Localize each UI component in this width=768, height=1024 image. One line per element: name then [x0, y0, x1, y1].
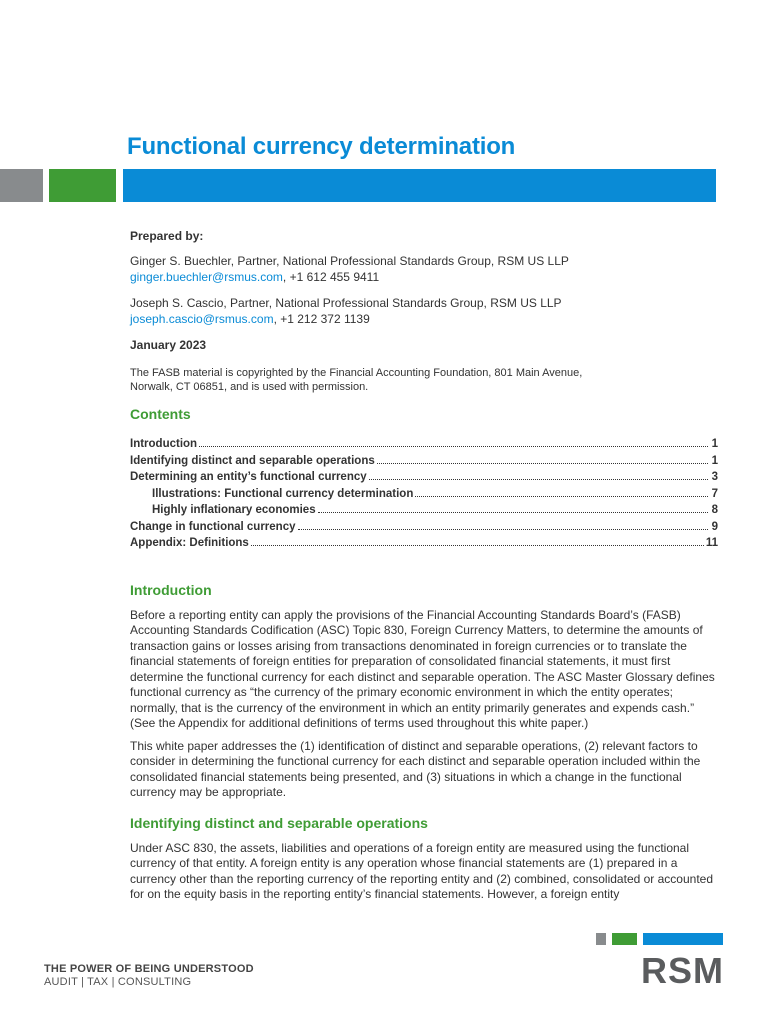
footer-tagline-line-1: THE POWER OF BEING UNDERSTOOD — [44, 963, 254, 975]
publication-date: January 2023 — [130, 338, 207, 352]
document-body — [130, 228, 718, 910]
author-2 — [130, 295, 718, 327]
author-1 — [130, 253, 718, 285]
author-1-phone: , +1 612 455 9411 — [282, 270, 380, 284]
introduction-heading: Introduction — [130, 581, 212, 598]
toc-label: Determining an entity’s functional currency — [130, 471, 367, 483]
table-of-contents — [130, 436, 718, 552]
toc-entry-highly-inflationary[interactable] — [130, 502, 718, 519]
toc-page-number: 1 — [711, 454, 718, 467]
toc-entry-appendix[interactable] — [130, 535, 718, 552]
toc-entry-introduction[interactable] — [130, 436, 718, 453]
toc-entry-identifying[interactable] — [130, 453, 718, 470]
toc-label: Appendix: Definitions — [130, 537, 249, 549]
toc-entry-illustrations[interactable] — [130, 486, 718, 503]
header-band-green — [49, 169, 116, 202]
toc-leader-dots — [298, 529, 709, 530]
toc-page-number: 7 — [711, 487, 718, 500]
introduction-paragraph-2: This white paper addresses the (1) identification of distinct and separable operations, (2) relevant factors to consider in determining the functional currency for each distinct and separable operation included within the consolidated financial statements being presented, and (3) situations in which a change in the functional currency may be appropriate. — [130, 738, 701, 799]
footer-accent-green — [612, 933, 637, 945]
toc-leader-dots — [251, 545, 704, 546]
copyright-notice: The FASB material is copyrighted by the Financial Accounting Foundation, 801 Main Avenue, Norwalk, CT 06851, and is used with permission. — [130, 367, 583, 393]
document-title: Functional currency determination — [127, 133, 516, 160]
header-band-gray — [0, 169, 43, 202]
toc-label: Change in functional currency — [130, 520, 296, 533]
toc-page-number: 8 — [711, 504, 718, 516]
toc-page-number: 9 — [711, 520, 718, 533]
toc-label: Highly inflationary economies — [152, 504, 316, 516]
author-2-email-link[interactable]: joseph.cascio@rsmus.com — [130, 312, 274, 326]
contents-heading: Contents — [130, 406, 191, 422]
footer-accent-gray — [596, 933, 606, 945]
footer-tagline-line-2: AUDIT | TAX | CONSULTING — [44, 976, 192, 988]
toc-page-number: 3 — [711, 471, 718, 483]
identifying-paragraph-1: Under ASC 830, the assets, liabilities and operations of a foreign entity are measured using the functional currency of that entity. A foreign entity is any operation whose financial statements are (1) prepared in a currency other than the reporting currency of the reporting entity and (2) combined, consolidated or accounted for on the equity basis in the reporting entity’s financial statements. However, a foreign entity — [130, 840, 714, 901]
author-2-line: Joseph S. Cascio, Partner, National Professional Standards Group, RSM US LLP — [130, 296, 562, 310]
toc-entry-change[interactable] — [130, 519, 718, 536]
toc-label: Identifying distinct and separable operations — [130, 454, 375, 467]
toc-leader-dots — [415, 496, 708, 497]
toc-leader-dots — [318, 512, 708, 513]
toc-label: Introduction — [130, 438, 198, 450]
author-2-phone: , +1 212 372 1139 — [273, 312, 370, 326]
author-1-email-link[interactable]: ginger.buechler@rsmus.com — [130, 270, 283, 284]
introduction-paragraph-1: Before a reporting entity can apply the provisions of the Financial Accounting Standards Board’s (FASB) Accounting Standards Codification (ASC) Topic 830, Foreign Currency Matters, to determine the amounts of transaction gains or losses arising from transactions denominated in foreign currencies or to translate the financial statements of foreign entities for preparation of consolidated financial statements, it must first determine the functional currency for each distinct and separable operation. The ASC Master Glossary defines functional currency as “the currency of the primary economic environment in which the entity operates; normally, that is the currency of the environment in which an entity primarily generates and expends cash.” (See the Appendix for additional definitions of terms used throughout this white paper.) — [130, 607, 715, 730]
prepared-by-label: Prepared by: — [130, 229, 204, 243]
identifying-heading: Identifying distinct and separable operations — [130, 814, 428, 831]
toc-leader-dots — [377, 463, 708, 464]
toc-leader-dots — [369, 479, 708, 480]
footer-accent-blue — [643, 933, 723, 945]
toc-label: Illustrations: Functional currency determination — [152, 487, 414, 500]
author-1-line: Ginger S. Buechler, Partner, National Professional Standards Group, RSM US LLP — [130, 254, 569, 268]
toc-page-number: 11 — [705, 537, 718, 549]
toc-leader-dots — [199, 446, 708, 447]
footer-tagline — [44, 963, 254, 989]
toc-entry-determining[interactable] — [130, 469, 718, 486]
rsm-logo: RSM — [641, 950, 724, 991]
header-band-blue — [123, 169, 716, 202]
toc-page-number: 1 — [711, 438, 718, 450]
